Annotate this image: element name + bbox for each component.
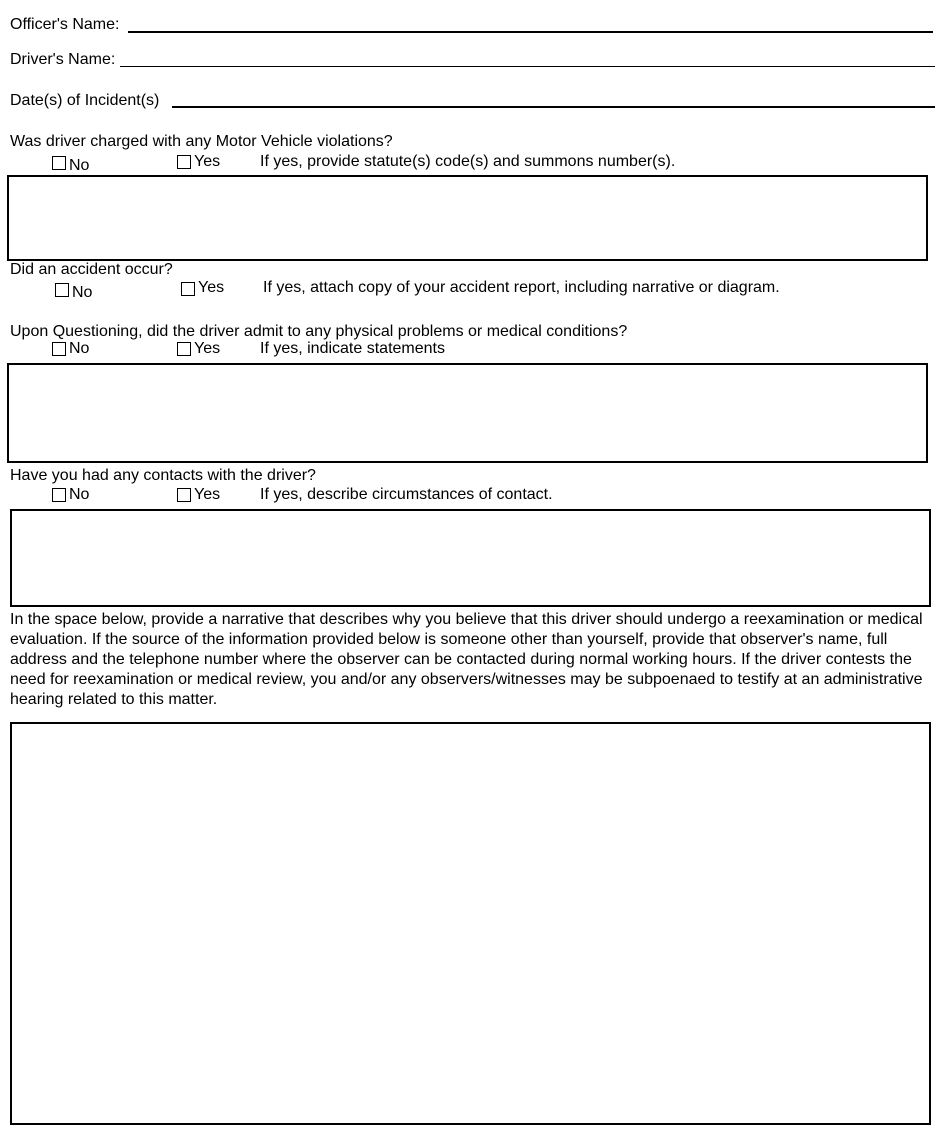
question-medical: Upon Questioning, did the driver admit to any physical problems or medical conditions?: [10, 323, 628, 340]
violations-instruction: If yes, provide statute(s) code(s) and summons number(s).: [260, 153, 676, 170]
officer-name-label: Officer's Name:: [10, 16, 120, 33]
contacts-yes-label: Yes: [194, 486, 221, 503]
question-violations: Was driver charged with any Motor Vehicle violations?: [10, 133, 393, 150]
violations-yes-label: Yes: [194, 153, 221, 170]
contacts-yes-checkbox[interactable]: [177, 488, 191, 502]
date-label: Date(s) of Incident(s): [10, 92, 160, 109]
medical-yes-checkbox[interactable]: [177, 342, 191, 356]
medical-instruction: If yes, indicate statements: [260, 340, 445, 357]
violations-details-box[interactable]: [7, 175, 928, 261]
accident-yes-label: Yes: [198, 279, 225, 296]
medical-statements-box[interactable]: [7, 363, 928, 463]
medical-no-label: No: [69, 340, 90, 357]
accident-yes-checkbox[interactable]: [181, 282, 195, 296]
violations-no-label: No: [69, 157, 90, 174]
date-field[interactable]: [172, 106, 935, 108]
violations-no-checkbox[interactable]: [52, 156, 66, 170]
contacts-details-box[interactable]: [10, 509, 931, 607]
question-accident: Did an accident occur?: [10, 261, 173, 278]
driver-name-label: Driver's Name:: [10, 51, 116, 68]
contacts-no-checkbox[interactable]: [52, 488, 66, 502]
contacts-instruction: If yes, describe circumstances of contact.: [260, 486, 553, 503]
contacts-no-label: No: [69, 486, 90, 503]
narrative-box[interactable]: [10, 722, 931, 1125]
question-contacts: Have you had any contacts with the driver?: [10, 467, 316, 484]
accident-no-checkbox[interactable]: [55, 283, 69, 297]
narrative-instructions: In the space below, provide a narrative that describes why you believe that this driver should undergo a reexamination or medical evaluation. If the source of the information provided below is someone other than yourself, provide that observer's name, full address and the telephone number where the observer can be contacted during normal working hours. If the driver contests the need for reexamination or medical review, you and/or any observers/witnesses may be subpoenaed to testify at an administrative hearing related to this matter.: [10, 611, 923, 708]
accident-no-label: No: [72, 284, 93, 301]
accident-instruction: If yes, attach copy of your accident report, including narrative or diagram.: [263, 279, 780, 296]
violations-yes-checkbox[interactable]: [177, 155, 191, 169]
medical-no-checkbox[interactable]: [52, 342, 66, 356]
driver-name-field[interactable]: [120, 66, 935, 67]
medical-yes-label: Yes: [194, 340, 221, 357]
officer-name-field[interactable]: [128, 31, 933, 33]
